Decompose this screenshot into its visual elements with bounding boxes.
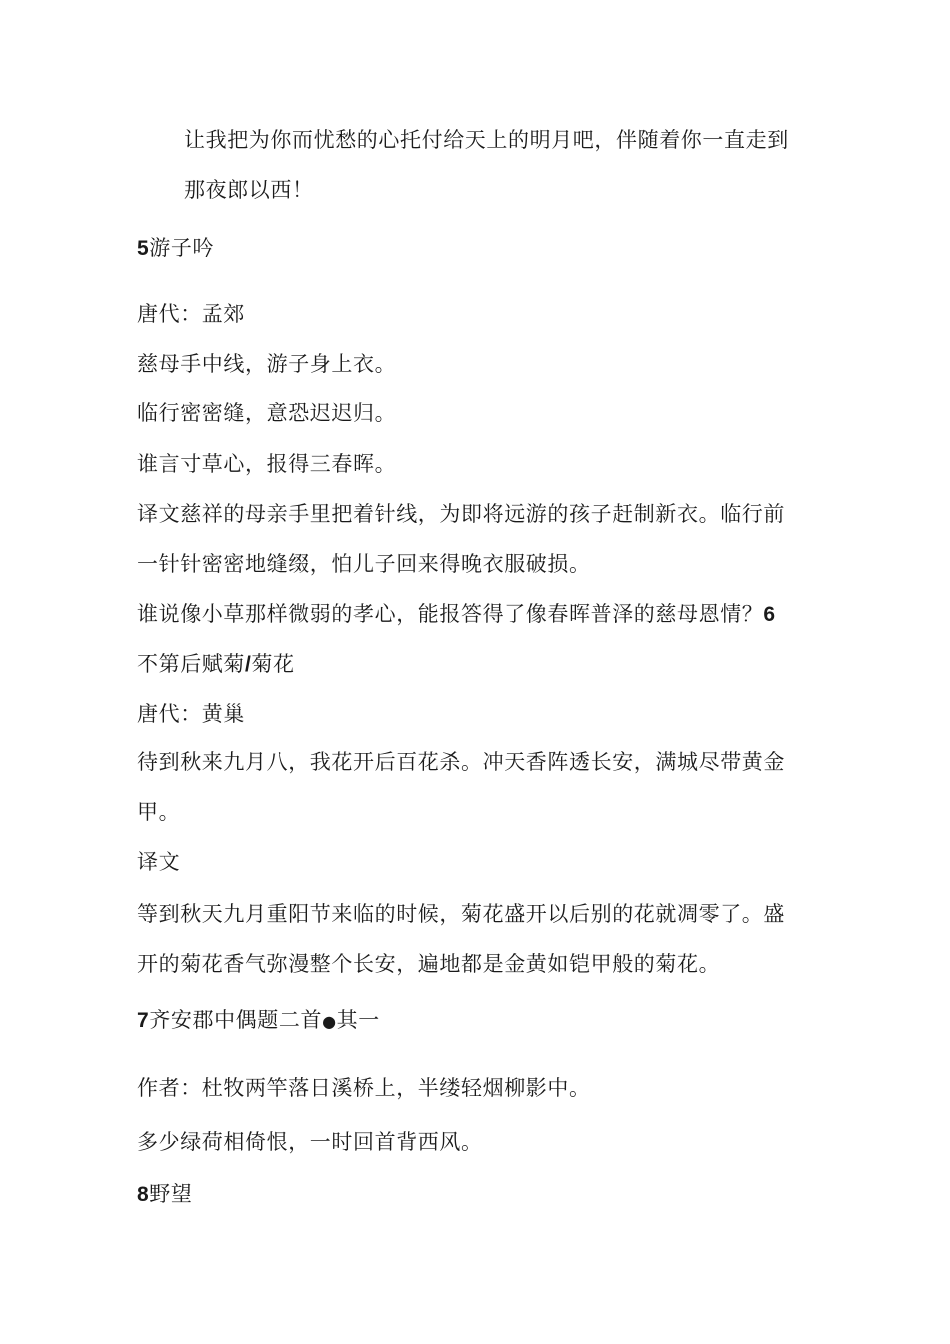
poem-6-title-b: 菊花 (251, 652, 295, 676)
poem-6-title-a: 不第后赋菊 (137, 652, 245, 676)
poem-7-heading (137, 1006, 380, 1036)
poem-8-title: 野望 (149, 1182, 193, 1206)
poem-6-author: 唐代：黄巢 (137, 702, 245, 726)
poem-5-translation-3-row (137, 600, 776, 629)
poem-7-verse-2: 多少绿荷相倚恨，一时回首背西风。 (137, 1130, 483, 1154)
poem-7-title-bullet: ● (322, 1012, 337, 1031)
poem-5-translation-3: 谁说像小草那样微弱的孝心，能报答得了像春晖普泽的慈母恩情？ (137, 602, 764, 626)
poem-6-translation-1: 等到秋天九月重阳节来临的时候，菊花盛开以后别的花就凋零了。盛 (137, 902, 785, 926)
poem-6-title-slash: / (245, 653, 252, 676)
poem-6-verse-1: 待到秋来九月八，我花开后百花杀。冲天香阵透长安，满城尽带黄金 (137, 750, 785, 774)
poem-6-translation-2: 开的菊花香气弥漫整个长安，遍地都是金黄如铠甲般的菊花。 (137, 952, 721, 976)
poem-5-author: 唐代：孟郊 (137, 302, 245, 326)
poem-7-title-a: 齐安郡中偶题二首 (149, 1008, 323, 1032)
poem-6-title (137, 650, 295, 679)
poem-7-title-b: 其一 (336, 1008, 380, 1032)
poem-5-verse-1: 慈母手中线，游子身上衣。 (137, 352, 397, 376)
poem-6-translation-label: 译文 (137, 850, 181, 874)
poem-5-translation-1: 译文慈祥的母亲手里把着针线，为即将远游的孩子赶制新衣。临行前 (137, 502, 785, 526)
poem-7-author-line: 作者：杜牧两竿落日溪桥上，半缕轻烟柳影中。 (137, 1076, 591, 1100)
poem-5-verse-2: 临行密密缝，意恐迟迟归。 (137, 401, 397, 425)
poem-5-verse-3: 谁言寸草心，报得三春晖。 (137, 452, 397, 476)
poem-5-title: 游子吟 (149, 236, 215, 260)
poem-6-verse-2: 甲。 (137, 800, 181, 824)
poem-7-number: 7 (137, 1009, 150, 1032)
poem-5-heading (137, 234, 214, 263)
poem-6-number: 6 (763, 603, 776, 626)
intro-line-1: 让我把为你而忧愁的心托付给天上的明月吧，伴随着你一直走到 (184, 128, 789, 152)
poem-8-heading (137, 1180, 192, 1209)
poem-5-number: 5 (137, 237, 150, 260)
intro-line-2: 那夜郎以西！ (184, 178, 314, 202)
poem-5-translation-2: 一针针密密地缝缀，怕儿子回来得晚衣服破损。 (137, 552, 591, 576)
poem-8-number: 8 (137, 1183, 150, 1206)
